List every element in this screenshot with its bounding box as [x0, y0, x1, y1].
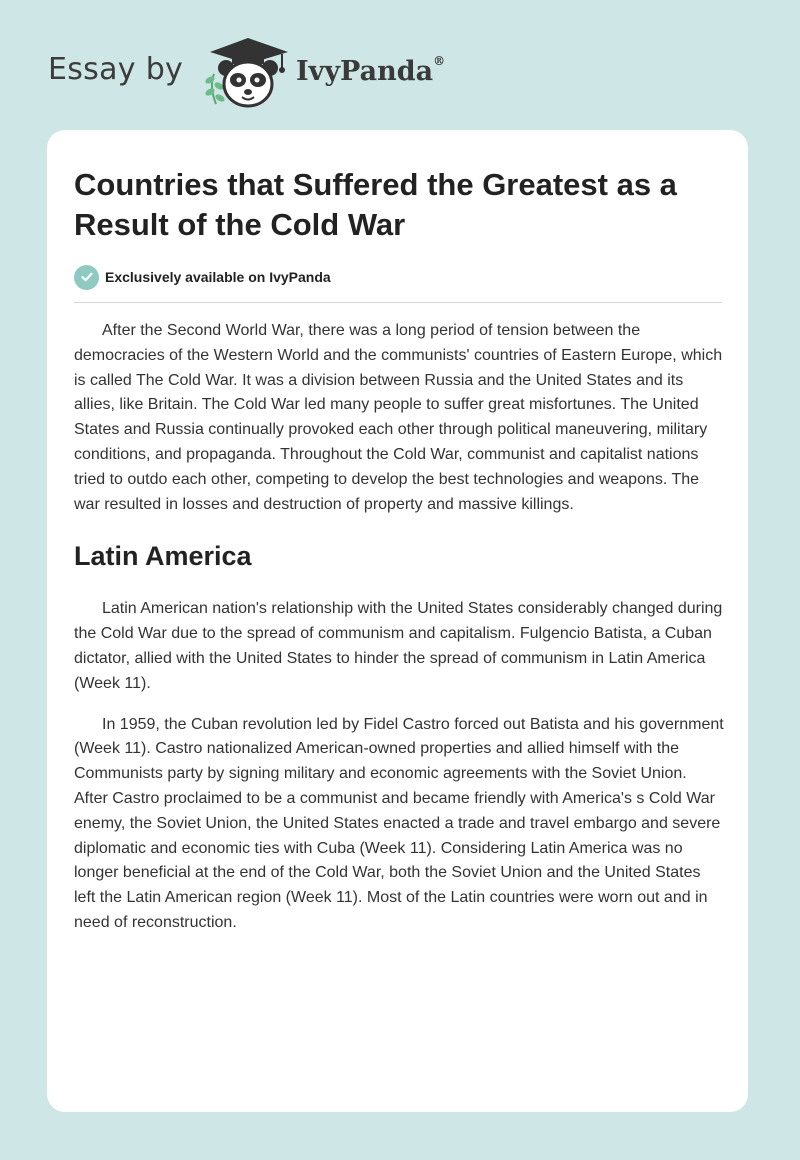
exclusive-badge [74, 264, 331, 290]
essay-by-label: Essay by [48, 52, 184, 87]
exclusive-badge-text: Exclusively available on IvyPanda [105, 269, 331, 285]
essay-title: Countries that Suffered the Greatest as a Result of the Cold War [74, 167, 677, 242]
panda-graduate-icon[interactable] [202, 34, 292, 110]
registered-mark: ® [433, 54, 446, 68]
check-circle-icon [74, 265, 99, 290]
essay-body [74, 319, 724, 952]
title-divider [74, 302, 722, 303]
site-header [0, 0, 800, 130]
intro-paragraph: After the Second World War, there was a long period of tension between the democracies of the Western World and the communists' countries of Eastern Europe, which is called The Cold War. It was a division between Russia and the United States and its allies, like Britain. The Cold War led many people to suffer great misfortunes. The United States and Russia continually provoked each other through political maneuvering, military conditions, and propaganda. Throughout the Cold War, communist and capitalist nations tried to outdo each other, competing to develop the best technologies and weapons. The war resulted in losses and destruction of property and massive killings. [74, 322, 723, 513]
brand-logo-text[interactable]: IvyPanda® [296, 54, 446, 87]
section-heading: Latin America [74, 541, 252, 572]
body-paragraph: In 1959, the Cuban revolution led by Fidel Castro forced out Batista and his government (Week 11). Castro nationalized American-owned properties and allied himself with the Communists party by signing military and economic agreements with the Soviet Union. After Castro proclaimed to be a communist and became friendly with America's s Cold War enemy, the Soviet Union, the United States enacted a trade and travel embargo and severe diplomatic and economic ties with Cuba (Week 11). Considering Latin America was no longer beneficial at the end of the Cold War, both the Soviet Union and the United States left the Latin American region (Week 11). Most of the Latin countries were worn out and in need of reconstruction. [74, 715, 724, 931]
essay-card [47, 130, 748, 1112]
body-paragraph: Latin American nation's relationship with the United States considerably changed during the Cold War due to the spread of communism and capitalism. Fulgencio Batista, a Cuban dictator, allied with the United States to hinder the spread of communism in Latin America (Week 11). [74, 600, 723, 692]
